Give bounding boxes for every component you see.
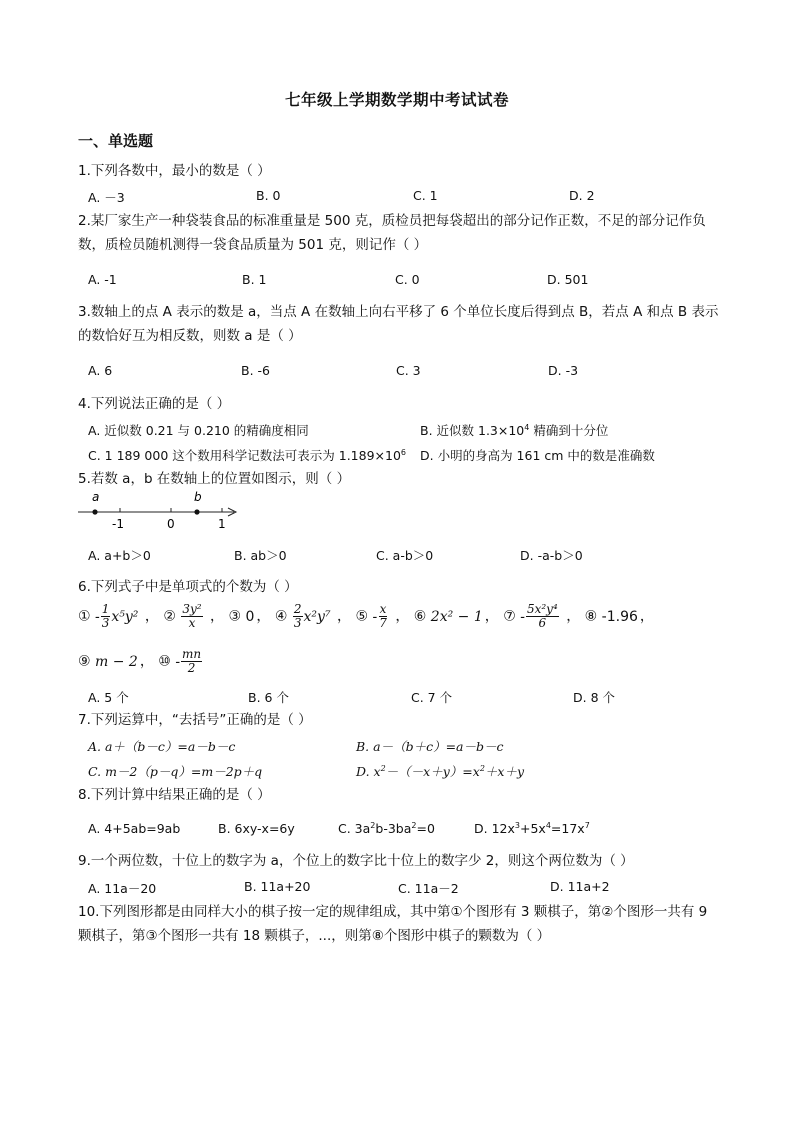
question-1-stem: 1.下列各数中，最小的数是（ ）	[78, 163, 271, 179]
point-b-label: b	[194, 490, 202, 504]
q7-option-d: D. $x^2-(-x+y)=x^2+x+y$	[356, 763, 525, 779]
expr-9: m − 2	[95, 653, 138, 670]
tick-label-zero: 0	[167, 517, 175, 531]
q5-option-b: B. ab＞0	[234, 548, 287, 563]
q4-option-c: C. 1 189 000 这个数用科学记数法可表示为 $1.189\times 10^6$	[88, 447, 406, 463]
section-heading: 一、单选题	[78, 132, 154, 150]
expr-2: $\frac{\text{3y²}}{x}$	[182, 602, 202, 630]
q3-option-a: A. 6	[88, 363, 113, 378]
q9-option-b: B. 11a+20	[244, 879, 311, 894]
q8-option-b: B. 6xy-x=6y	[218, 821, 295, 836]
question-2-stem: 2.某厂家生产一种袋装食品的标准重量是 500 克，质检员把每袋超出的部分记作正数，不足的部分记作负数，质检员随机测得一袋食品质量为 501 克，则记作（ ）	[78, 213, 706, 253]
q1-option-a: A. －3	[88, 190, 125, 205]
question-9-stem: 9.一个两位数，十位上的数字为 a，个位上的数字比十位上的数字少 2，则这个两位数为（ ）	[78, 853, 634, 869]
tick-label-one: 1	[218, 517, 226, 531]
q8-option-d: D. $12x^3+5x^4=17x^7$	[474, 820, 590, 836]
q6-expression-row-2: ⑨ m − 2 ， ⑩ - $\frac{mn}{2}$	[78, 647, 202, 675]
q9-option-c: C. 11a－2	[398, 881, 459, 896]
q3-option-c: C. 3	[396, 363, 421, 378]
expr-8: -1.96	[601, 608, 638, 625]
q6-option-c: C. 7 个	[411, 690, 453, 705]
q4-option-b: B. 近似数 $1.3\times 10^4$ 精确到十分位	[420, 422, 609, 438]
q6-expression-row-1: ① - $\frac{1}{3}$ x⁵y² ， ② $\frac{\text{3y²}}{x}$ ， ③ 0 ， ④ $\frac{2}{3}$ x²y⁷ ， ⑤ - $\frac{x}{7}$ ， ⑥ 2x² − 1 ， ⑦ - $\frac{\text{5x²y⁴}}{6}$ ， ⑧ -1.96 ，	[78, 602, 654, 630]
q5-option-d: D. -a-b＞0	[520, 548, 583, 563]
q5-option-c: C. a-b＞0	[376, 548, 434, 563]
question-7-stem: 7.下列运算中，“去括号”正确的是（ ）	[78, 712, 312, 728]
q2-option-d: D. 501	[547, 272, 589, 287]
q1-option-c: C. 1	[413, 188, 438, 203]
q6-option-a: A. 5 个	[88, 690, 129, 705]
q6-option-b: B. 6 个	[248, 690, 289, 705]
q9-option-d: D. 11a+2	[550, 879, 610, 894]
q9-option-a: A. 11a－20	[88, 881, 157, 896]
q5-option-a: A. a+b＞0	[88, 548, 151, 563]
q2-option-a: A. -1	[88, 272, 117, 287]
q3-option-d: D. -3	[548, 363, 579, 378]
expr-10: - $\frac{mn}{2}$	[175, 647, 202, 675]
q6-option-d: D. 8 个	[573, 690, 615, 705]
q8-option-c: C. $3a^2b-3ba^2=0$	[338, 820, 435, 836]
q7-option-b: B. a－（b＋c）=a－b－c	[356, 739, 504, 754]
q1-option-d: D. 2	[569, 188, 595, 203]
q7-option-c: C. m－2（p－q）=m－2p＋q	[88, 764, 263, 779]
number-line-figure	[74, 486, 244, 534]
expr-7: - $\frac{\text{5x²y⁴}}{6}$	[520, 602, 558, 630]
q2-option-c: C. 0	[395, 272, 420, 287]
q4-option-d: D. 小明的身高为 161 cm 中的数是准确数	[420, 448, 655, 463]
q1-option-b: B. 0	[256, 188, 281, 203]
q8-option-a: A. 4+5ab=9ab	[88, 821, 181, 836]
question-8-stem: 8.下列计算中结果正确的是（ ）	[78, 787, 271, 803]
point-a-label: a	[92, 490, 100, 504]
question-5-stem: 5.若数 a，b 在数轴上的位置如图示，则（ ）	[78, 471, 351, 487]
q4-option-a: A. 近似数 0.21 与 0.210 的精确度相同	[88, 423, 309, 438]
expr-6: 2x² − 1	[430, 608, 483, 625]
tick-label-minus-one: -1	[112, 517, 124, 531]
point-a-dot	[92, 509, 97, 514]
question-3-stem: 3.数轴上的点 A 表示的数是 a，当点 A 在数轴上向右平移了 6 个单位长度后得到点 B，若点 A 和点 B 表示的数恰好互为相反数，则数 a 是（ ）	[78, 304, 719, 344]
question-4-stem: 4.下列说法正确的是（ ）	[78, 396, 231, 412]
question-6-stem: 6.下列式子中是单项式的个数为（ ）	[78, 579, 298, 595]
q7-option-a: A. a＋（b－c）=a－b－c	[88, 739, 236, 754]
q2-option-b: B. 1	[242, 272, 267, 287]
expr-1: - $\frac{1}{3}$ x⁵y²	[95, 602, 139, 630]
q3-option-b: B. -6	[241, 363, 270, 378]
point-b-dot	[194, 509, 199, 514]
expr-3: 0	[245, 608, 255, 625]
expr-4: $\frac{2}{3}$ x²y⁷	[293, 602, 331, 630]
question-10-stem: 10.下列图形都是由同样大小的棋子按一定的规律组成，其中第①个图形有 3 颗棋子，第②个图形一共有 9 颗棋子，第③个图形一共有 18 颗棋子，...，则第⑧个图形中棋子的颗数为（ ）	[78, 904, 708, 944]
page-title: 七年级上学期数学期中考试试卷	[284, 91, 509, 109]
expr-5: - $\frac{x}{7}$	[372, 602, 387, 630]
